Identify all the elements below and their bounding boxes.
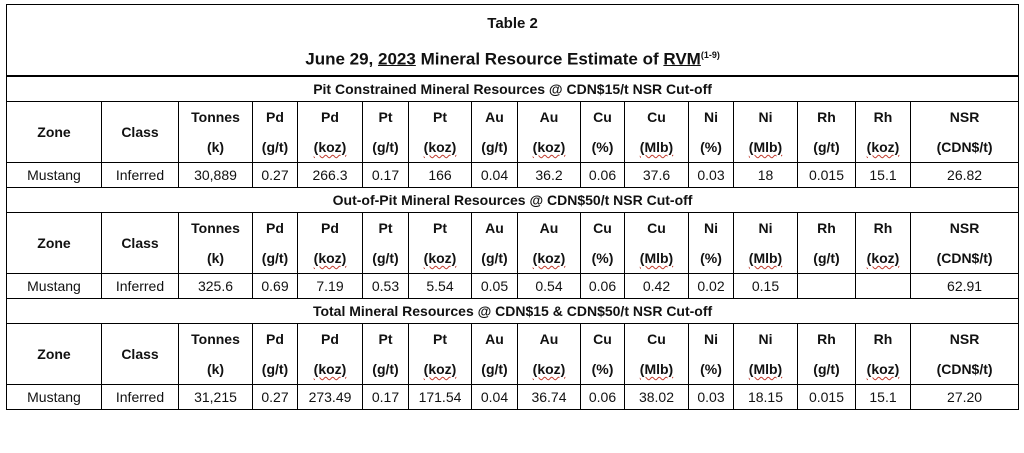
table-cell: 0.69 — [253, 274, 298, 299]
column-header — [689, 102, 734, 163]
column-header — [7, 324, 102, 385]
column-header-label: Ni — [704, 220, 718, 236]
column-header-label: Cu — [593, 220, 612, 236]
table-cell: 266.3 — [298, 163, 363, 188]
table-cell: 62.91 — [911, 274, 1019, 299]
title-footnote-ref: (1-9) — [700, 49, 720, 60]
table-cell: 0.03 — [689, 163, 734, 188]
table-cell — [798, 274, 856, 299]
column-header-label: Tonnes — [191, 220, 240, 236]
column-header-label: Rh — [873, 109, 893, 125]
column-header — [581, 213, 625, 274]
column-header — [798, 324, 856, 385]
column-header-label: NSR — [949, 331, 980, 347]
table-cell: 36.2 — [518, 163, 581, 188]
column-header — [911, 324, 1019, 385]
table-cell: 5.54 — [409, 274, 472, 299]
column-header — [363, 102, 409, 163]
column-header-label: Pt — [378, 331, 393, 347]
section-heading-row — [7, 299, 1019, 324]
column-header — [734, 324, 798, 385]
table-cell: 0.015 — [798, 385, 856, 410]
column-header-label: Tonnes — [191, 109, 240, 125]
table-cell: 0.53 — [363, 274, 409, 299]
column-header — [298, 324, 363, 385]
table-row — [7, 163, 1019, 188]
table-cell: 166 — [409, 163, 472, 188]
section-heading: Out-of-Pit Mineral Resources @ CDN$50/t NSR Cut-off — [7, 188, 1019, 213]
table-cell: 0.02 — [689, 274, 734, 299]
column-header — [179, 324, 253, 385]
column-header-label: Ni — [758, 109, 773, 125]
title-date-prefix: June 29, — [305, 49, 379, 69]
column-header-unit: (%) — [700, 139, 722, 155]
column-header-label: Pd — [321, 331, 339, 347]
table-cell: 0.06 — [581, 274, 625, 299]
table-cell: 0.03 — [689, 385, 734, 410]
column-header-unit: (Mlb) — [748, 361, 783, 377]
column-header — [472, 213, 518, 274]
table-cell: 325.6 — [179, 274, 253, 299]
table-cell: Mustang — [7, 385, 102, 410]
table-cell: Mustang — [7, 163, 102, 188]
column-header-label: NSR — [949, 109, 980, 125]
table-cell: 0.015 — [798, 163, 856, 188]
column-header — [734, 102, 798, 163]
column-header-label: Pt — [433, 331, 447, 347]
table-cell: Inferred — [102, 163, 179, 188]
column-header — [298, 102, 363, 163]
table-cell: 0.17 — [363, 385, 409, 410]
column-header-unit: (CDN$/t) — [936, 361, 993, 377]
table-cell: 0.15 — [734, 274, 798, 299]
table-cell: 36.74 — [518, 385, 581, 410]
column-header-label: Au — [485, 109, 504, 125]
column-header-label: Class — [121, 235, 159, 251]
column-header-unit: (g/t) — [372, 139, 399, 155]
column-header-row — [7, 102, 1019, 163]
column-header-label: Pd — [266, 220, 284, 236]
column-header — [472, 102, 518, 163]
column-header-unit: (Mlb) — [639, 250, 674, 266]
table-row — [7, 274, 1019, 299]
column-header-unit: (Mlb) — [748, 139, 783, 155]
column-header-unit: (g/t) — [261, 361, 289, 377]
table-cell: 0.54 — [518, 274, 581, 299]
column-header-unit: (koz) — [866, 139, 900, 155]
column-header-label: Ni — [758, 220, 773, 236]
column-header — [518, 213, 581, 274]
column-header — [409, 213, 472, 274]
column-header-label: Ni — [758, 331, 773, 347]
column-header-label: Class — [121, 124, 159, 140]
column-header — [856, 324, 911, 385]
column-header-label: Zone — [37, 124, 71, 140]
table-cell: 171.54 — [409, 385, 472, 410]
column-header — [179, 102, 253, 163]
column-header-label: Rh — [817, 331, 836, 347]
table-number: Table 2 — [487, 14, 538, 32]
column-header — [581, 324, 625, 385]
column-header — [911, 213, 1019, 274]
column-header — [179, 213, 253, 274]
column-header — [102, 213, 179, 274]
table-cell: Inferred — [102, 385, 179, 410]
column-header-label: Au — [485, 220, 504, 236]
table-cell: 0.27 — [253, 163, 298, 188]
column-header-unit: (koz) — [866, 361, 900, 377]
column-header — [581, 102, 625, 163]
column-header — [253, 213, 298, 274]
column-header-unit: (Mlb) — [748, 250, 783, 266]
column-header — [253, 324, 298, 385]
resource-table-container — [6, 4, 1018, 410]
column-header — [625, 324, 689, 385]
column-header-unit: (Mlb) — [639, 139, 674, 155]
table-cell: 0.42 — [625, 274, 689, 299]
table-cell: Inferred — [102, 274, 179, 299]
column-header-unit: (g/t) — [261, 250, 289, 266]
table-cell: 26.82 — [911, 163, 1019, 188]
column-header-label: Cu — [647, 331, 666, 347]
column-header-unit: (k) — [206, 250, 225, 266]
table-cell: 38.02 — [625, 385, 689, 410]
column-header-unit: (CDN$/t) — [936, 250, 993, 266]
column-header — [298, 213, 363, 274]
column-header — [518, 102, 581, 163]
column-header-label: Pt — [378, 109, 393, 125]
title-project: RVM — [663, 49, 701, 69]
column-header-row — [7, 213, 1019, 274]
column-header-label: Ni — [704, 109, 718, 125]
column-header — [911, 102, 1019, 163]
column-header-label: Pd — [321, 220, 339, 236]
column-header — [798, 213, 856, 274]
table-cell: 0.27 — [253, 385, 298, 410]
column-header-unit: (%) — [591, 250, 614, 266]
table-cell: 0.06 — [581, 163, 625, 188]
table-cell: 0.17 — [363, 163, 409, 188]
column-header-label: Rh — [873, 220, 893, 236]
column-header-unit: (g/t) — [813, 361, 840, 377]
column-header-unit: (g/t) — [481, 250, 508, 266]
column-header — [689, 213, 734, 274]
column-header-unit: (%) — [591, 139, 614, 155]
column-header-label: Zone — [37, 235, 71, 251]
table-title-cell — [7, 5, 1019, 77]
column-header-label: Pt — [378, 220, 393, 236]
column-header — [363, 213, 409, 274]
column-header-label: Tonnes — [191, 331, 240, 347]
column-header-label: Ni — [704, 331, 718, 347]
column-header — [734, 213, 798, 274]
column-header — [7, 102, 102, 163]
column-header — [518, 324, 581, 385]
table-title — [7, 44, 1018, 71]
column-header-label: Cu — [647, 109, 666, 125]
column-header-label: Cu — [593, 109, 612, 125]
column-header — [472, 324, 518, 385]
column-header-unit: (koz) — [423, 250, 457, 266]
column-header — [856, 213, 911, 274]
column-header-unit: (koz) — [532, 139, 566, 155]
column-header-unit: (koz) — [313, 361, 347, 377]
column-header-label: Pt — [433, 220, 447, 236]
column-header — [689, 324, 734, 385]
column-header-unit: (g/t) — [813, 139, 840, 155]
column-header — [102, 102, 179, 163]
table-cell: 0.06 — [581, 385, 625, 410]
column-header-unit: (koz) — [532, 361, 566, 377]
section-heading-row — [7, 188, 1019, 213]
column-header-label: Pt — [433, 109, 447, 125]
column-header-label: Au — [539, 109, 559, 125]
table-cell: Mustang — [7, 274, 102, 299]
table-cell: 30,889 — [179, 163, 253, 188]
column-header-unit: (koz) — [313, 139, 347, 155]
section-heading: Total Mineral Resources @ CDN$15 & CDN$50/t NSR Cut-off — [7, 299, 1019, 324]
column-header-label: Rh — [817, 220, 836, 236]
table-cell: 0.05 — [472, 274, 518, 299]
table-cell: 27.20 — [911, 385, 1019, 410]
column-header-label: Cu — [593, 331, 612, 347]
table-cell: 18 — [734, 163, 798, 188]
table-cell: 273.49 — [298, 385, 363, 410]
column-header-row — [7, 324, 1019, 385]
column-header-unit: (koz) — [866, 250, 900, 266]
column-header-label: Au — [539, 331, 559, 347]
column-header-unit: (%) — [700, 361, 722, 377]
column-header-unit: (k) — [206, 139, 225, 155]
column-header-label: Pd — [321, 109, 339, 125]
column-header-unit: (k) — [206, 361, 225, 377]
column-header-unit: (g/t) — [481, 361, 508, 377]
column-header — [409, 102, 472, 163]
table-cell: 15.1 — [856, 385, 911, 410]
column-header-label: Cu — [647, 220, 666, 236]
table-cell: 18.15 — [734, 385, 798, 410]
column-header — [7, 213, 102, 274]
column-header — [856, 102, 911, 163]
column-header-label: NSR — [949, 220, 980, 236]
column-header-label: Zone — [37, 346, 71, 362]
column-header-unit: (g/t) — [372, 250, 399, 266]
column-header-label: Rh — [873, 331, 893, 347]
table-cell: 0.04 — [472, 385, 518, 410]
column-header-label: Rh — [817, 109, 836, 125]
section-heading-row — [7, 76, 1019, 102]
column-header-label: Class — [121, 346, 159, 362]
column-header-unit: (Mlb) — [639, 361, 674, 377]
column-header-unit: (%) — [700, 250, 722, 266]
column-header — [102, 324, 179, 385]
title-middle: Mineral Resource Estimate of — [415, 49, 664, 69]
column-header-label: Au — [485, 331, 504, 347]
column-header-label: Pd — [266, 331, 284, 347]
column-header-unit: (koz) — [313, 250, 347, 266]
table-cell: 37.6 — [625, 163, 689, 188]
column-header-unit: (g/t) — [481, 139, 508, 155]
title-year: 2023 — [378, 49, 416, 69]
column-header — [363, 324, 409, 385]
column-header-unit: (koz) — [423, 361, 457, 377]
column-header-unit: (%) — [591, 361, 614, 377]
column-header — [253, 102, 298, 163]
column-header — [625, 213, 689, 274]
column-header-label: Au — [539, 220, 559, 236]
column-header-unit: (g/t) — [372, 361, 399, 377]
column-header — [625, 102, 689, 163]
table-cell: 7.19 — [298, 274, 363, 299]
column-header-label: Pd — [266, 109, 284, 125]
column-header-unit: (g/t) — [261, 139, 289, 155]
column-header-unit: (CDN$/t) — [936, 139, 993, 155]
column-header — [409, 324, 472, 385]
table-row — [7, 385, 1019, 410]
table-cell: 0.04 — [472, 163, 518, 188]
column-header-unit: (g/t) — [813, 250, 840, 266]
column-header-unit: (koz) — [423, 139, 457, 155]
section-heading: Pit Constrained Mineral Resources @ CDN$15/t NSR Cut-off — [7, 76, 1019, 102]
column-header — [798, 102, 856, 163]
table-cell: 31,215 — [179, 385, 253, 410]
table-cell: 15.1 — [856, 163, 911, 188]
column-header-unit: (koz) — [532, 250, 566, 266]
table-cell — [856, 274, 911, 299]
mineral-resource-table — [6, 4, 1019, 410]
